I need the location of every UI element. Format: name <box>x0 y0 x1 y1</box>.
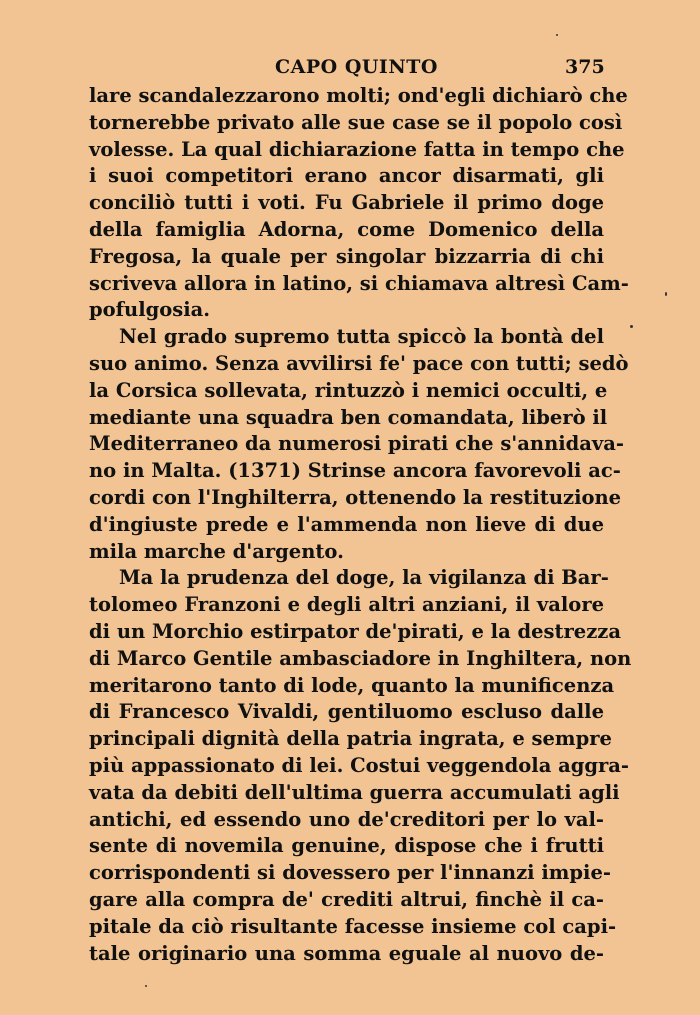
text-line: Fregosa, la quale per singolar bizzarria di chi <box>89 244 604 268</box>
text-line: mila marche d'argento. <box>89 539 344 563</box>
text-line: sente di novemila genuine, dispose che i frutti <box>89 834 604 858</box>
text-line: tolomeo Franzoni e degli altri anziani, il valore <box>89 593 604 617</box>
text-line: di Marco Gentile ambasciadore in Inghiltera, non <box>89 646 632 670</box>
text-line: tornerebbe privato alle sue case se il popolo così <box>89 110 623 134</box>
text-line: antichi, ed essendo uno de'creditori per lo val- <box>89 807 604 831</box>
text-line: cordi con l'Inghilterra, ottenendo la restituzione <box>89 485 622 509</box>
text-line: no in Malta. (1371) Strinse ancora favorevoli ac- <box>89 459 621 483</box>
running-title: CAPO QUINTO <box>275 56 438 78</box>
paper-speck <box>556 34 558 36</box>
text-line: Ma la prudenza del doge, la vigilanza di Bar- <box>119 566 609 590</box>
text-line: principali dignità della patria ingrata, e sempre <box>89 727 612 751</box>
text-line: di un Morchio estirpator de'pirati, e la destrezza <box>89 619 621 643</box>
text-line: tale originario una somma eguale al nuovo de- <box>89 941 604 965</box>
text-line: conciliò tutti i voti. Fu Gabriele il primo doge <box>89 191 604 215</box>
text-line: Nel grado supremo tutta spiccò la bontà del <box>119 325 604 349</box>
text-line: di Francesco Vivaldi, gentiluomo escluso dalle <box>89 700 604 724</box>
text-line: pitale da ciò risultante facesse insieme col capi- <box>89 914 617 938</box>
text-line: i suoi competitori erano ancor disarmati, gli <box>89 164 604 188</box>
paragraph-2 <box>89 324 629 565</box>
body-text <box>89 83 632 967</box>
paper-speck <box>665 292 667 296</box>
text-line: pofulgosia. <box>89 298 211 322</box>
text-line: scriveva allora in latino, si chiamava altresì Cam- <box>89 271 629 295</box>
text-line: d'ingiuste prede e l'ammenda non lieve di due <box>89 512 604 536</box>
text-line: meritarono tanto di lode, quanto la munificenza <box>89 673 615 697</box>
text-line: la Corsica sollevata, rintuzzò i nemici occulti, e <box>89 378 608 402</box>
page-number: 375 <box>565 56 605 78</box>
text-line: della famiglia Adorna, come Domenico della <box>89 217 604 241</box>
paper-speck <box>630 325 633 328</box>
text-line: vata da debiti dell'ultima guerra accumulati agli <box>89 780 620 804</box>
text-line: gare alla compra de' crediti altrui, finchè il ca- <box>89 887 604 911</box>
text-line: lare scandalezzarono molti; ond'egli dichiarò che <box>89 84 628 107</box>
text-line: Mediterraneo da numerosi pirati che s'annidava- <box>89 432 624 456</box>
text-line: mediante una squadra ben comandata, liberò il <box>89 405 608 429</box>
text-line: corrispondenti si dovessero per l'innanzi impie- <box>89 861 611 885</box>
text-line: più appassionato di lei. Costui veggendola aggra- <box>89 753 630 777</box>
paragraph-1 <box>89 83 629 324</box>
paragraph-3 <box>89 565 632 967</box>
paper-speck <box>145 985 147 987</box>
text-line: suo animo. Senza avvilirsi fe' pace con tutti; sedò <box>89 351 629 375</box>
text-line: volesse. La qual dichiarazione fatta in tempo che <box>89 137 625 161</box>
